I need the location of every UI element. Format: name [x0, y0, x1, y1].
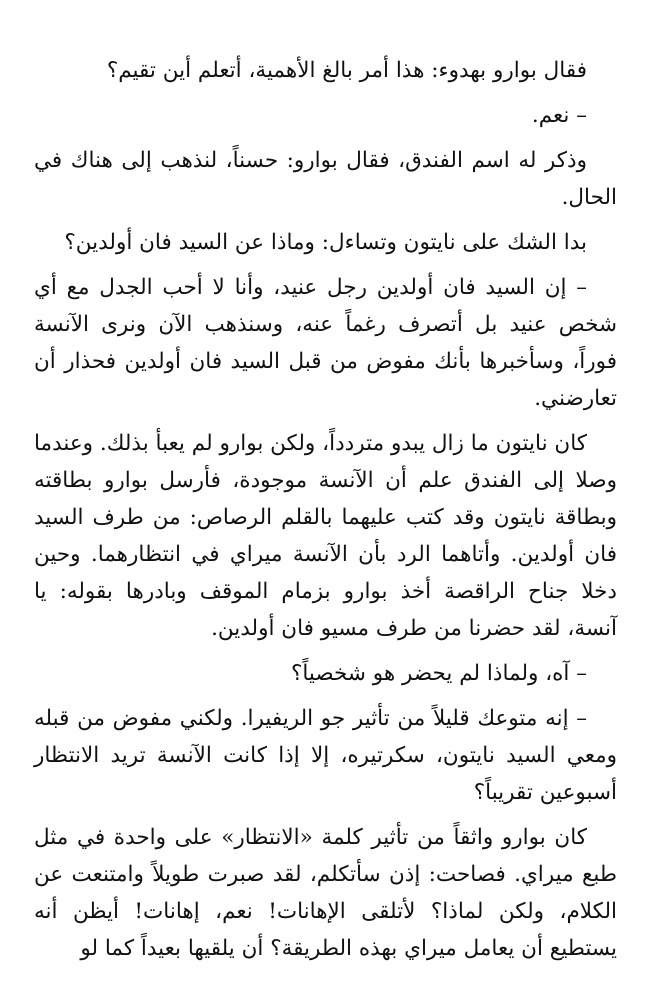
- paragraph-6: كان نايتون ما زال يبدو متردداً، ولكن بوارو لم يعبأ بذلك. وعندما وصلا إلى الفندق علم أن الآنسة موجودة، فأرسل بوارو بطاقته وبطاقة نايتون وقد كتب عليهما بالقلم الرصاص: من طرف السيد فان أولدين. وأتاهما الرد بأن الآنسة ميراي في انتظارهما. وحين دخلا جناح الراقصة أخذ بوارو بزمام الموقف وبادرها بقوله: يا آنسة، لقد حضرنا من طرف مسيو فان أولدين.: [34, 431, 617, 641]
- paragraph-8: – إنه متوعك قليلاً من تأثير جو الريفيرا. ولكني مفوض من قبله ومعي السيد نايتون، سكرتيره، إلا إذا كانت الآنسة تريد الانتظار أسبوعين تقريباً؟: [34, 706, 617, 805]
- paragraph-3: وذكر له اسم الفندق، فقال بوارو: حسناً، لنذهب إلى هناك في الحال.: [34, 148, 617, 210]
- paragraph-2: – نعم.: [531, 103, 587, 128]
- paragraph-4: بدا الشك على نايتون وتساءل: وماذا عن السيد فان أولدين؟: [64, 230, 587, 255]
- paragraph-9: كان بوارو واثقاً من تأثير كلمة «الانتظار» على واحدة في مثل طبع ميراي. فصاحت: إذن سأتكلم، لقد صبرت طويلاً وامتنعت عن الكلام، ولكن لماذا؟ لأتلقى الإهانات! نعم، إهانات! أيظن أنه يستطيع أن يعامل ميراي بهذه الطريقة؟ أن يلقيها بعيداً كما لو: [34, 825, 617, 961]
- paragraph-1: فقال بوارو بهدوء: هذا أمر بالغ الأهمية، أتعلم أين تقيم؟: [106, 58, 587, 83]
- paragraph-5: – إن السيد فان أولدين رجل عنيد، وأنا لا أحب الجدل مع أي شخص عنيد بل أتصرف رغماً عنه، وسنذهب الآن ونرى الآنسة فوراً، وسأخبرها بأنك مفوض من قبل السيد فان أولدين فحذار أن تعارضني.: [34, 275, 617, 411]
- paragraph-7: – آه، ولماذا لم يحضر هو شخصياً؟: [290, 661, 587, 686]
